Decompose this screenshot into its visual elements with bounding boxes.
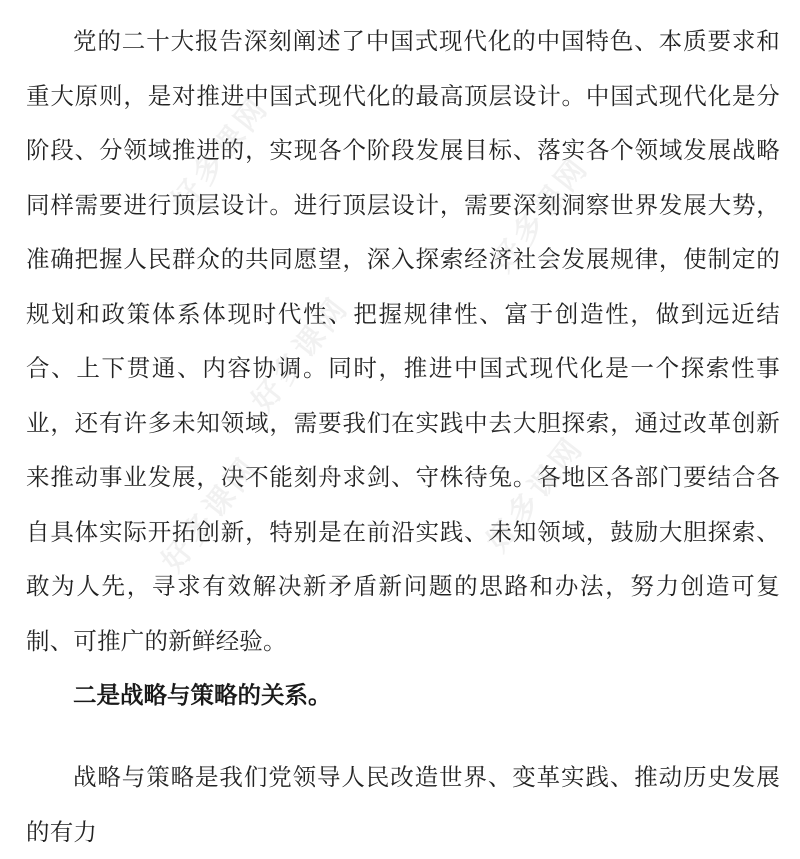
watermark: 好多课网 [165, 89, 277, 219]
watermark: 好多课网 [155, 449, 267, 579]
body-paragraph: 党的二十大报告深刻阐述了中国式现代化的中国特色、本质要求和重大原则，是对推进中国式现代化的最高顶层设计。中国式现代化是分阶段、分领域推进的，实现各个阶段发展目标、落实各个领域发展战略同样需要进行顶层设计。进行顶层设计，需要深刻洞察世界发展大势，准确把握人民群众的共同愿望，深入探索经济社会发展规律，使制定的规划和政策体系体现时代性、把握规律性、富于创造性，做到远近结合、上下贯通、内容协调。同时，推进中国式现代化是一个探索性事业，还有许多未知领域，需要我们在实践中去大胆探索，通过改革创新来推动事业发展，决不能刻舟求剑、守株待兔。各地区各部门要结合各自具体实际开拓创新，特别是在前沿实践、未知领域，鼓励大胆探索、敢为人先，寻求有效解决新矛盾新问题的思路和办法，努力创造可复制、可推广的新鲜经验。 [26, 27, 780, 655]
watermark: 好多课网 [485, 149, 597, 279]
watermark: 好多课网 [245, 289, 357, 419]
watermark: 好多课网 [480, 429, 592, 559]
section-heading: 二是战略与策略的关系。 [73, 681, 332, 709]
body-paragraph-continued: 战略与策略是我们党领导人民改造世界、变革实践、推动历史发展的有力 [26, 763, 780, 846]
